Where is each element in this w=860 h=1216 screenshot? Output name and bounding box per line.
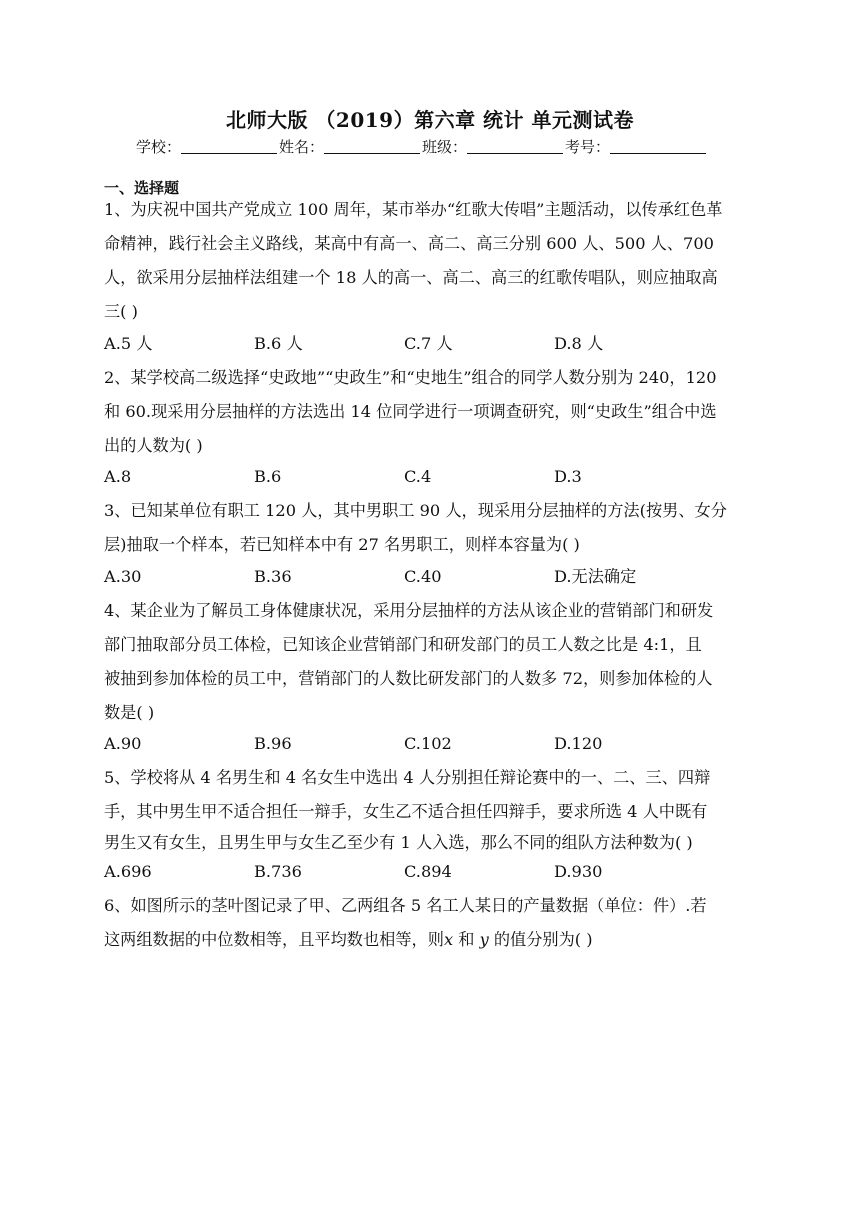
question-6-line-1: 6、如图所示的茎叶图记录了甲、乙两组各 5 名工人某日的产量数据（单位：件）.若 bbox=[104, 896, 707, 915]
question-4-line-1: 4、某企业为了解员工身体健康状况，采用分层抽样的方法从该企业的营销部门和研发 bbox=[104, 601, 714, 620]
question-2-option-b[interactable]: B.6 bbox=[254, 467, 282, 486]
name-blank[interactable] bbox=[324, 139, 420, 154]
name-label: 姓名： bbox=[279, 138, 325, 156]
question-3-option-d[interactable]: D.无法确定 bbox=[554, 567, 637, 586]
question-1-option-b[interactable]: B.6 人 bbox=[254, 334, 303, 353]
question-1-line-4: 三( ) bbox=[104, 302, 138, 321]
question-5-option-b[interactable]: B.736 bbox=[254, 862, 302, 881]
exam-number-label: 考号： bbox=[565, 138, 611, 156]
question-4-option-d[interactable]: D.120 bbox=[554, 734, 603, 753]
question-4-line-3: 被抽到参加体检的员工中，营销部门的人数比研发部门的人数多 72，则参加体检的人 bbox=[104, 669, 713, 688]
question-2-line-1: 2、某学校高二级选择“史政地”“史政生”和“史地生”组合的同学人数分别为 240，120 bbox=[104, 368, 717, 387]
question-1-option-c[interactable]: C.7 人 bbox=[404, 334, 453, 353]
question-1-line-2: 命精神，践行社会主义路线，某高中有高一、高二、高三分别 600 人、500 人、700 bbox=[104, 234, 714, 253]
page-title: 北师大版 （2019）第六章 统计 单元测试卷 bbox=[225, 108, 635, 132]
school-blank[interactable] bbox=[181, 139, 277, 154]
question-6-line-2 bbox=[104, 930, 593, 950]
question-2-line-3: 出的人数为( ) bbox=[104, 436, 203, 455]
question-1-line-1: 1、为庆祝中国共产党成立 100 周年，某市举办“红歌大传唱”主题活动，以传承红色革 bbox=[104, 200, 723, 219]
question-3-line-1: 3、已知某单位有职工 120 人，其中男职工 90 人，现采用分层抽样的方法(按男、女分 bbox=[104, 501, 727, 520]
question-5-option-c[interactable]: C.894 bbox=[404, 862, 452, 881]
question-3-option-b[interactable]: B.36 bbox=[254, 567, 292, 586]
question-6-connector: 和 bbox=[453, 930, 480, 949]
question-3-option-a[interactable]: A.30 bbox=[104, 567, 142, 586]
student-info-line bbox=[136, 136, 708, 157]
question-5-line-1: 5、学校将从 4 名男生和 4 名女生中选出 4 人分别担任辩论赛中的一、二、三、四辩 bbox=[104, 768, 711, 787]
question-4-option-b[interactable]: B.96 bbox=[254, 734, 292, 753]
question-4-line-4: 数是( ) bbox=[104, 703, 155, 722]
question-2-option-d[interactable]: D.3 bbox=[554, 467, 582, 486]
class-blank[interactable] bbox=[467, 139, 563, 154]
variable-x: x bbox=[443, 930, 454, 949]
question-2-line-2: 和 60.现采用分层抽样的方法选出 14 位同学进行一项调查研究，则“史政生”组合中选 bbox=[104, 402, 717, 421]
section-title: 一、选择题 bbox=[104, 179, 180, 197]
question-4-line-2: 部门抽取部分员工体检，已知该企业营销部门和研发部门的员工人数之比是 4:1，且 bbox=[104, 635, 702, 654]
question-1-option-d[interactable]: D.8 人 bbox=[554, 334, 604, 353]
question-5-option-a[interactable]: A.696 bbox=[104, 862, 152, 881]
school-label: 学校： bbox=[136, 138, 182, 156]
question-4-option-c[interactable]: C.102 bbox=[404, 734, 452, 753]
question-6-line-end: 的值分别为( ) bbox=[488, 930, 593, 949]
question-1-option-a[interactable]: A.5 人 bbox=[104, 334, 153, 353]
exam-number-blank[interactable] bbox=[610, 139, 706, 154]
question-4-option-a[interactable]: A.90 bbox=[104, 734, 142, 753]
question-3-line-2: 层)抽取一个样本，若已知样本中有 27 名男职工，则样本容量为( ) bbox=[104, 535, 580, 554]
question-2-option-a[interactable]: A.8 bbox=[104, 467, 132, 486]
question-5-line-3: 男生又有女生，且男生甲与女生乙至少有 1 人入选，那么不同的组队方法种数为( ) bbox=[104, 833, 693, 852]
question-5-option-d[interactable]: D.930 bbox=[554, 862, 603, 881]
variable-y: y bbox=[479, 930, 489, 949]
question-3-option-c[interactable]: C.40 bbox=[404, 567, 442, 586]
question-2-option-c[interactable]: C.4 bbox=[404, 467, 432, 486]
class-label: 班级： bbox=[422, 138, 468, 156]
question-5-line-2: 手，其中男生甲不适合担任一辩手，女生乙不适合担任四辩手，要求所选 4 人中既有 bbox=[104, 802, 708, 821]
question-1-line-3: 人，欲采用分层抽样法组建一个 18 人的高一、高二、高三的红歌传唱队，则应抽取高 bbox=[104, 268, 718, 287]
question-6-line-2-text: 这两组数据的中位数相等，且平均数也相等，则 bbox=[104, 930, 444, 949]
